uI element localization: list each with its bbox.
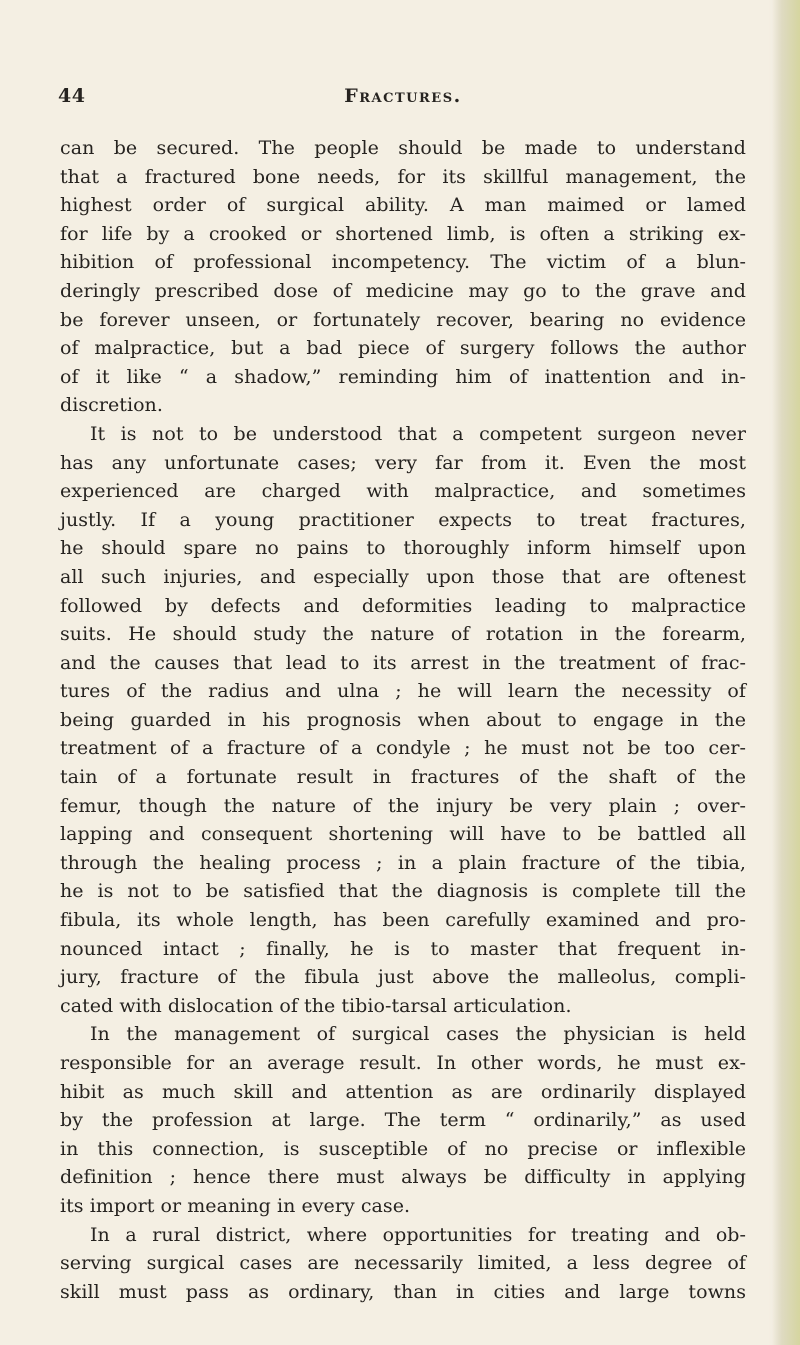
text-line: its import or meaning in every case. bbox=[60, 1194, 411, 1217]
text-line: be forever unseen, or fortunately recover, bearing no evidence bbox=[60, 308, 746, 331]
text-line: femur, though the nature of the injury be very plain ; over- bbox=[60, 794, 746, 817]
text-line: through the healing process ; in a plain fracture of the tibia, bbox=[60, 851, 746, 874]
text-line: definition ; hence there must always be difficulty in applying bbox=[60, 1166, 746, 1189]
text-line: cated with dislocation of the tibio-tarsal articulation. bbox=[60, 994, 572, 1017]
text-line: of malpractice, but a bad piece of surgery follows the author bbox=[60, 337, 746, 360]
page-number: 44 bbox=[58, 85, 86, 107]
text-line: of it like “ a shadow,” reminding him of inattention and in- bbox=[60, 365, 746, 388]
text-line: jury, fracture of the fibula just above the malleolus, compli- bbox=[60, 966, 746, 989]
text-line: highest order of surgical ability. A man maimed or lamed bbox=[60, 194, 746, 217]
text-line: tures of the radius and ulna ; he will learn the necessity of bbox=[60, 680, 746, 703]
text-line: he should spare no pains to thoroughly inform himself upon bbox=[60, 537, 746, 560]
text-line: suits. He should study the nature of rotation in the forearm, bbox=[60, 623, 746, 646]
text-line: and the causes that lead to its arrest in the treatment of frac- bbox=[60, 651, 746, 674]
page-header bbox=[58, 85, 738, 111]
text-line: tain of a fortunate result in fractures of the shaft of the bbox=[60, 766, 746, 789]
text-line: treatment of a fracture of a condyle ; he must not be too cer- bbox=[60, 737, 746, 760]
page-edge bbox=[772, 0, 800, 1345]
text-line: serving surgical cases are necessarily limited, a less degree of bbox=[60, 1252, 746, 1275]
text-line: by the profession at large. The term “ ordinarily,” as used bbox=[60, 1109, 746, 1132]
text-line: for life by a crooked or shortened limb, is often a striking ex- bbox=[60, 222, 746, 245]
text-line: responsible for an average result. In other words, he must ex- bbox=[60, 1052, 746, 1074]
text-line: discretion. bbox=[60, 394, 163, 417]
text-line: being guarded in his prognosis when about to engage in the bbox=[60, 708, 746, 731]
paragraph-start-line: In the management of surgical cases the physician is held bbox=[90, 1023, 746, 1046]
body-text bbox=[60, 134, 746, 1306]
text-line: in this connection, is susceptible of no precise or inflexible bbox=[60, 1137, 746, 1160]
text-line: nounced intact ; finally, he is to master that frequent in- bbox=[60, 937, 746, 960]
text-line: has any unfortunate cases; very far from it. Even the most bbox=[60, 451, 746, 474]
text-line: justly. If a young practitioner expects to treat fractures, bbox=[60, 508, 746, 531]
text-line: deringly prescribed dose of medicine may go to the grave and bbox=[60, 279, 746, 302]
paragraph-start-line: In a rural district, where opportunities for treating and ob- bbox=[90, 1223, 746, 1246]
text-line: followed by defects and deformities leading to malpractice bbox=[60, 594, 746, 617]
text-line: that a fractured bone needs, for its skillful management, the bbox=[60, 165, 746, 188]
text-line: he is not to be satisfied that the diagnosis is complete till the bbox=[60, 880, 746, 903]
text-line: skill must pass as ordinary, than in cities and large towns bbox=[60, 1280, 746, 1303]
text-line: lapping and consequent shortening will have to be battled all bbox=[60, 823, 746, 846]
running-title: Fractures. bbox=[344, 85, 462, 107]
text-line: experienced are charged with malpractice, and sometimes bbox=[60, 480, 746, 503]
text-line: all such injuries, and especially upon those that are oftenest bbox=[60, 565, 746, 588]
text-line: can be secured. The people should be made to understand bbox=[60, 137, 746, 159]
text-line: hibition of professional incompetency. The victim of a blun- bbox=[60, 251, 746, 274]
text-line: fibula, its whole length, has been carefully examined and pro- bbox=[60, 909, 746, 932]
text-line: hibit as much skill and attention as are ordinarily displayed bbox=[60, 1080, 746, 1103]
paragraph-start-line: It is not to be understood that a competent surgeon never bbox=[90, 422, 746, 445]
